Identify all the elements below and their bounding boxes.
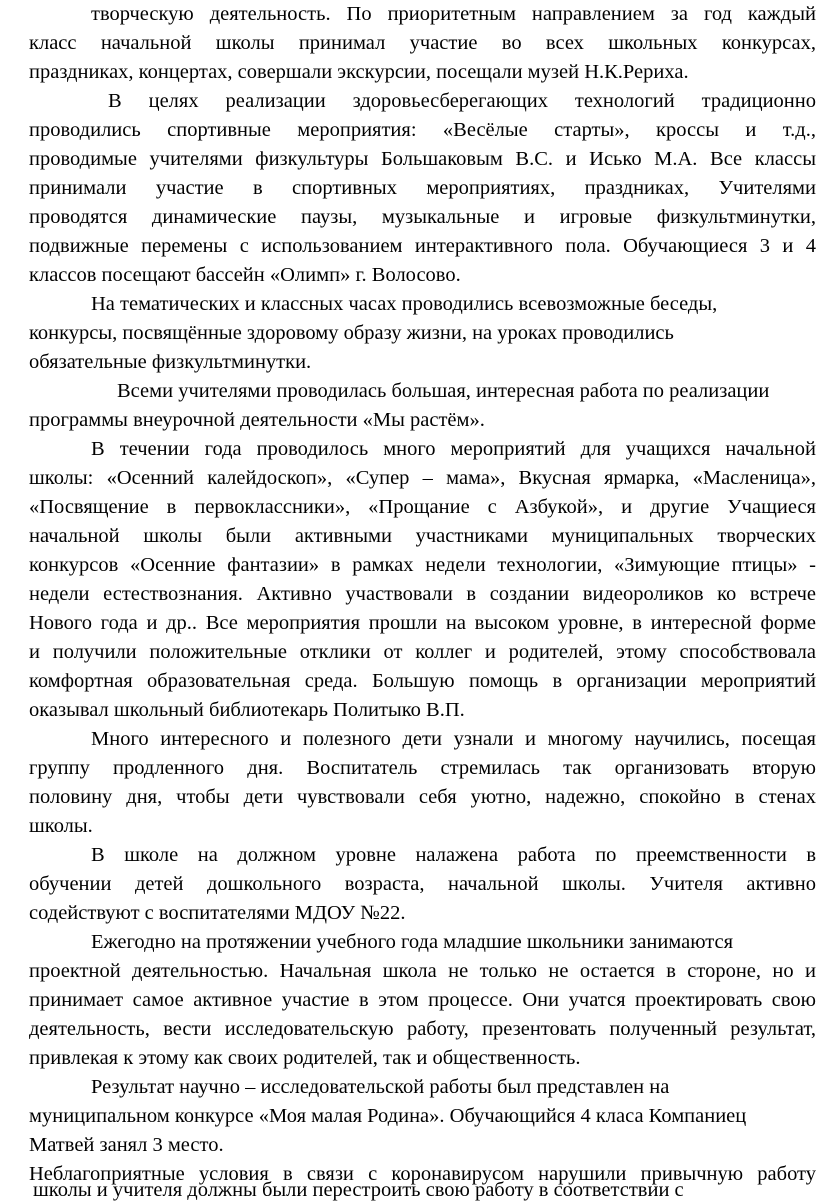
text-line-20: конкурсов «Осенние фантазии» в рамках недели технологии, «Зимующие птицы» - xyxy=(29,554,816,576)
text-line-27: группу продленного дня. Воспитатель стремилась так организовать вторую xyxy=(29,757,816,779)
text-line-25: оказывал школьный библиотекарь Политыко В.П. xyxy=(29,699,465,721)
text-line-14: Всеми учителями проводилась большая, интересная работа по реализации xyxy=(117,380,770,402)
text-line-34: проектной деятельностью. Начальная школа не только не остается в стороне, но и xyxy=(29,960,816,982)
text-line-2: класс начальной школы принимал участие во всех школьных конкурсах, xyxy=(29,32,816,54)
text-line-11: На тематических и классных часах проводились всевозможные беседы, xyxy=(91,293,718,315)
text-line-21: недели естествознания. Активно участвовали в создании видеороликов ко встрече xyxy=(29,583,816,605)
text-line-19: начальной школы были активными участниками муниципальных творческих xyxy=(29,525,816,547)
text-line-16: В течении года проводилось много мероприятий для учащихся начальной xyxy=(91,438,816,460)
text-line-29: школы. xyxy=(29,815,93,837)
text-line-6: проводимые учителями физкультуры Большаковым В.С. и Исько М.А. Все классы xyxy=(29,148,816,170)
text-line-24: комфортная образовательная среда. Большую помощь в организации мероприятий xyxy=(29,670,816,692)
text-line-36: деятельность, вести исследовательскую работу, презентовать полученный результат, xyxy=(29,1018,816,1040)
text-line-7: принимали участие в спортивных мероприятиях, праздниках, Учителями xyxy=(29,177,816,199)
text-line-8: проводятся динамические паузы, музыкальные и игровые физкультминутки, xyxy=(29,206,816,228)
text-line-4: В целях реализации здоровьесберегающих технологий традиционно xyxy=(108,90,816,112)
text-line-41: Неблагоприятные условия в связи с коронавирусом нарушили привычную работу xyxy=(29,1163,816,1185)
text-line-33: Ежегодно на протяжении учебного года младшие школьники занимаются xyxy=(91,931,734,953)
text-line-9: подвижные перемены с использованием интерактивного пола. Обучающиеся 3 и 4 xyxy=(29,235,816,257)
text-line-37: привлекая к этому как своих родителей, так и общественность. xyxy=(29,1047,581,1069)
text-line-17: школы: «Осенний калейдоскоп», «Супер – мама», Вкусная ярмарка, «Масленица», xyxy=(29,467,816,489)
text-line-22: Нового года и др.. Все мероприятия прошли на высоком уровне, в интересной форме xyxy=(29,612,816,634)
text-line-30: В школе на должном уровне налажена работа по преемственности в xyxy=(91,844,816,866)
text-line-28: половину дня, чтобы дети чувствовали себя уютно, надежно, спокойно в стенах xyxy=(29,786,816,808)
text-line-23: и получили положительные отклики от коллег и родителей, этому способствовала xyxy=(29,641,816,663)
text-line-18: «Посвящение в первоклассники», «Прощание с Азбукой», и другие Учащиеся xyxy=(29,496,816,518)
text-line-35: принимает самое активное участие в этом процессе. Они учатся проектировать свою xyxy=(29,989,816,1011)
text-line-5: проводились спортивные мероприятия: «Весёлые старты», кроссы и т.д., xyxy=(29,119,816,141)
text-line-31: обучении детей дошкольного возраста, начальной школы. Учителя активно xyxy=(29,873,816,895)
text-line-32: содействуют с воспитателями МДОУ №22. xyxy=(29,902,406,924)
text-line-42: школы и учителя должны были перестроить свою работу в соответствии с xyxy=(33,1179,684,1201)
text-line-38: Результат научно – исследовательской работы был представлен на xyxy=(91,1076,670,1098)
text-line-1: творческую деятельность. По приоритетным направлением за год каждый xyxy=(91,3,816,25)
text-line-15: программы внеурочной деятельности «Мы растём». xyxy=(29,409,485,431)
text-line-40: Матвей занял 3 место. xyxy=(29,1134,224,1156)
text-line-39: муниципальном конкурсе «Моя малая Родина». Обучающийся 4 класа Компаниец xyxy=(29,1105,747,1127)
text-line-10: классов посещают бассейн «Олимп» г. Волосово. xyxy=(29,264,461,286)
text-line-13: обязательные физкультминутки. xyxy=(29,351,312,373)
text-line-3: праздниках, концертах, совершали экскурсии, посещали музей Н.К.Рериха. xyxy=(29,61,689,83)
text-line-12: конкурсы, посвящённые здоровому образу жизни, на уроках проводились xyxy=(29,322,674,344)
text-line-26: Много интересного и полезного дети узнали и многому научились, посещая xyxy=(91,728,816,750)
